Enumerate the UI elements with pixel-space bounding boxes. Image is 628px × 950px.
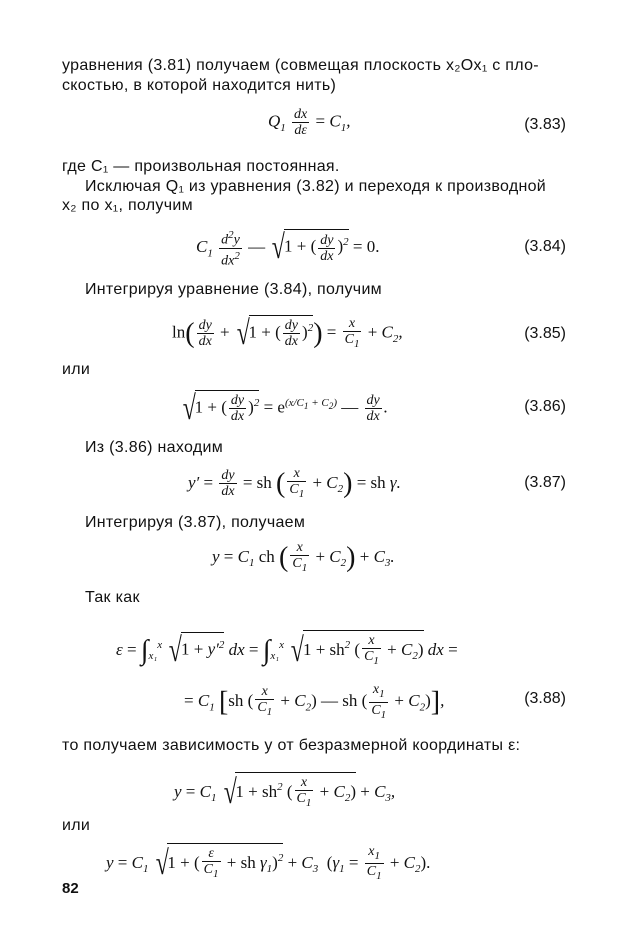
paragraph-line: Интегрируя уравнение (3.84), получим: [85, 281, 382, 298]
paragraph-line: то получаем зависимость y от безразмерной координаты ε:: [62, 737, 521, 754]
equation-number: (3.85): [524, 325, 566, 342]
paragraph-line: Так как: [85, 589, 140, 606]
equation-y-epsilon: $y = C_1$ √1 + ( $\frac{\varepsilon}{C_1}$ + sh $\gamma_1)^2 + C_3$ ($\gamma_1$ = $\frac{x_1}{C_1}$ + $C_2$).: [106, 843, 431, 883]
equation-3-86: √1 + ( $\frac{dy}{dx}$ )$^2 = e^{(x/C_1 + C_2)}$ — $\frac{dy}{dx}$ .: [182, 389, 388, 427]
paragraph-line: скостью, в которой находится нить): [62, 77, 337, 94]
paragraph-line: уравнения (3.81) получаем (совмещая плоскость x₂Ox₁ с пло-: [62, 57, 539, 74]
equation-number: (3.86): [524, 398, 566, 415]
equation-number: (3.87): [524, 474, 566, 491]
equation-3-83: $Q_1$ $\frac{dx}{d\varepsilon}$ = $C_1$,: [268, 107, 351, 138]
paragraph-line: или: [62, 817, 91, 834]
paragraph-line: Исключая Q₁ из уравнения (3.82) и переходя к производной: [85, 178, 547, 195]
paragraph-line: Из (3.86) находим: [85, 439, 223, 456]
equation-3-85: ln( $\frac{dy}{dx}$ + √1 + ( $\frac{dy}{dx}$ )$^2$) = $\frac{x}{C_1}$ + $C_2$,: [172, 314, 403, 352]
paragraph-line: или: [62, 361, 91, 378]
equation-number: (3.88): [524, 690, 566, 707]
equation-3-87: y′ = $\frac{dy}{dx}$ = sh ( $\frac{x}{C_1}$ + $C_2$) = sh γ.: [188, 466, 401, 500]
equation-3-88: = $C_1$ [sh ( $\frac{x}{C_1}$ + $C_2$) — sh ( $\frac{x_1}{C_1}$ + $C_2$)],: [184, 682, 445, 721]
equation-3-84: $C_1$ $\frac{d^2y}{dx^2}$ — √1 + ( $\frac{dy}{dx}$ )$^2$ = 0.: [196, 229, 380, 269]
page-number: 82: [62, 880, 79, 897]
paragraph-line: Интегрируя (3.87), получаем: [85, 514, 306, 531]
equation-number: (3.83): [524, 116, 566, 133]
equation-epsilon-integral: $\varepsilon = \int_{x_1}^x$ $√1 + y'^2$ dx = $\int_{x_1}^x$ $√1 + sh^2$ ( $\frac{x}{C_1}$ + $C_2$) dx =: [116, 631, 458, 669]
equation-number: (3.84): [524, 238, 566, 255]
paragraph-line: x₂ по x₁, получим: [62, 197, 193, 214]
equation-y-sqrt: $y = C_1$ $√1 + sh^2$ ( $\frac{x}{C_1}$ + $C_2) + C_3$,: [174, 773, 396, 811]
paragraph-line: где C₁ — произвольная постоянная.: [62, 158, 340, 175]
equation-y-ch: $y = C_1$ ch ( $\frac{x}{C_1}$ + $C_2) + C_3$.: [212, 540, 395, 574]
